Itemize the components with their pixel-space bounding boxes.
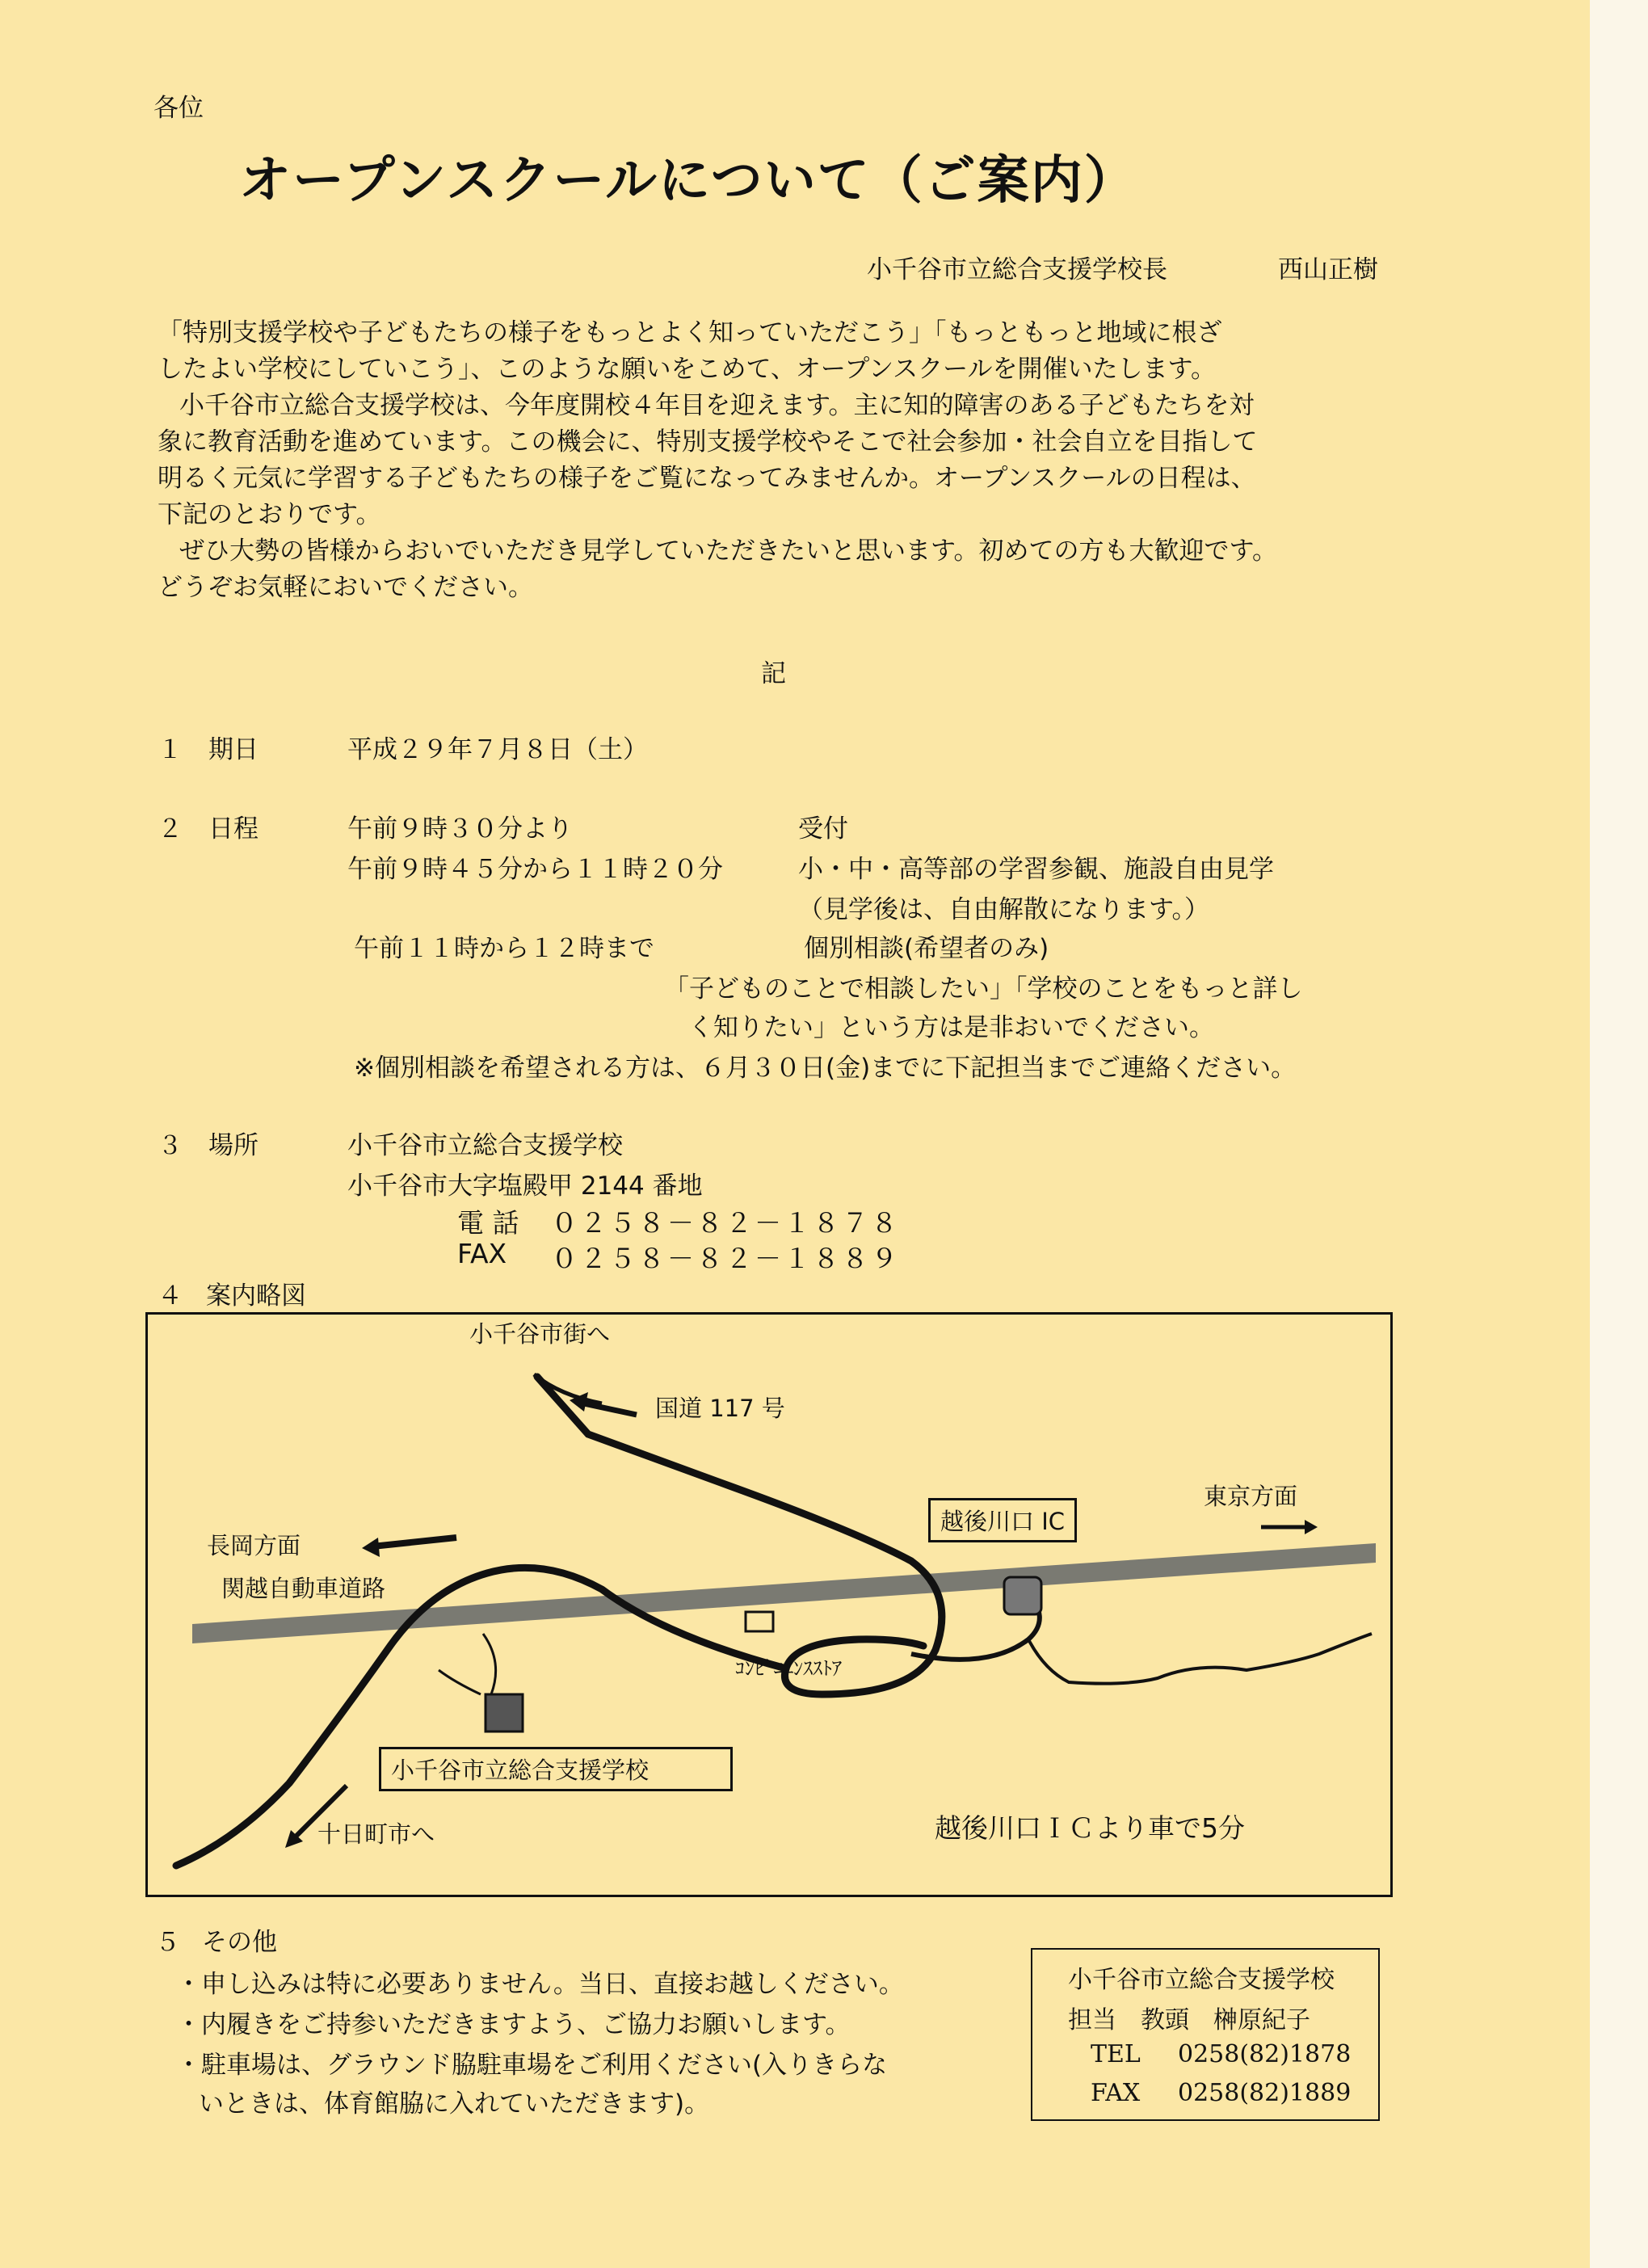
place-tel-label: 電 話 [457, 1207, 519, 1239]
intro-line-2: したよい学校にしていこう」、このような願いをこめて、オープンスクールを開催いたします。 [158, 355, 1217, 384]
ki-heading: 記 [761, 659, 786, 688]
ic-marker [1004, 1577, 1041, 1614]
page-title: オープンスクールについて（ご案内） [239, 151, 1137, 211]
conbini-marker [746, 1612, 773, 1631]
label-route-117: 国道 117 号 [655, 1395, 785, 1422]
item-2-label: 日程 [208, 814, 259, 844]
item-5-label: その他 [202, 1928, 277, 1957]
label-conbini: ｺﾝﾋﾞﾆｴﾝｽｽﾄｱ [735, 1657, 842, 1680]
other-bullet-2: ・内履きをご持参いただきますよう、ご協力お願いします。 [176, 2010, 851, 2039]
item-4-label: 案内略図 [206, 1281, 306, 1311]
place-name: 小千谷市立総合支援学校 [347, 1131, 623, 1160]
label-expressway: 関越自動車道路 [221, 1575, 386, 1602]
label-to-nagaoka: 長岡方面 [207, 1532, 301, 1559]
place-tel: ０２５８－８２－１８７８ [551, 1207, 900, 1239]
item-1-num: １ [158, 735, 183, 764]
arrow-nagaoka-head [362, 1538, 380, 1557]
arrow-route-117 [580, 1403, 637, 1415]
label-ic: 越後川口 IC [928, 1498, 1077, 1542]
contact-tel: 0258(82)1878 [1178, 2040, 1352, 2068]
other-bullet-3: ・駐車場は、グラウンド脇駐車場をご利用ください(入りきらな [176, 2051, 888, 2080]
route-117 [537, 1377, 942, 1694]
contact-box [1031, 1948, 1380, 2121]
label-access-time: 越後川口ＩＣより車で5分 [935, 1812, 1245, 1844]
intro-line-6: 下記のとおりです。 [158, 500, 381, 529]
paper-edge [1590, 0, 1648, 2268]
contact-org: 小千谷市立総合支援学校 [1068, 1966, 1335, 1994]
intro-line-3: 小千谷市立総合支援学校は、今年度開校４年目を迎えます。主に知的障害のある子どもたちを対 [179, 391, 1255, 420]
intro-line-1: 「特別支援学校や子どもたちの様子をもっとよく知っていただこう」「もっともっと地域に根ざ [158, 318, 1222, 347]
schedule-desc-2: 小・中・高等部の学習参観、施設自由見学 [798, 855, 1274, 884]
sender-name: 西山正樹 [1278, 255, 1378, 284]
schedule-time-2: 午前９時４５分から１１時２０分 [347, 855, 723, 884]
sender-org: 小千谷市立総合支援学校長 [867, 255, 1167, 284]
label-to-tokamachi: 十日町市へ [317, 1820, 435, 1848]
school-marker [486, 1694, 523, 1732]
addressee: 各位 [153, 94, 204, 123]
label-to-ojiya: 小千谷市街へ [469, 1320, 611, 1348]
item-1-label: 期日 [208, 735, 259, 764]
item-5-num: ５ [155, 1928, 180, 1957]
label-to-tokyo: 東京方面 [1204, 1483, 1298, 1510]
item-4-num: ４ [158, 1281, 183, 1311]
schedule-desc-3: 個別相談(希望者のみ) [804, 934, 1049, 963]
other-bullet-4: いときは、体育館脇に入れていただきます)。 [199, 2089, 710, 2119]
item-3-num: ３ [158, 1131, 183, 1160]
contact-fax-label: FAX [1091, 2079, 1141, 2107]
item-3-label: 場所 [208, 1131, 259, 1160]
contact-fax: 0258(82)1889 [1178, 2079, 1352, 2107]
arrow-nagaoka [372, 1538, 456, 1546]
schedule-desc-1: 受付 [798, 814, 848, 844]
place-fax: ０２５８－８２－１８８９ [551, 1243, 900, 1274]
place-address: 小千谷市大字塩殿甲 2144 番地 [347, 1172, 703, 1201]
intro-line-8: どうぞお気軽においでください。 [158, 573, 533, 602]
item-2-num: ２ [158, 814, 183, 844]
intro-line-4: 象に教育活動を進めています。この機会に、特別支援学校やそこで社会参加・社会自立を目指して [158, 427, 1258, 457]
arrow-tokyo-head [1305, 1520, 1318, 1534]
contact-person: 担当 教頭 榊原紀子 [1068, 2006, 1310, 2034]
schedule-quote-2: く知りたい」という方は是非おいでください。 [688, 1013, 1214, 1042]
schedule-time-1: 午前９時３０分より [347, 814, 573, 844]
east-road [1028, 1634, 1372, 1684]
contact-tel-label: TEL [1091, 2040, 1141, 2068]
intro-line-7: ぜひ大勢の皆様からおいでいただき見学していただきたいと思います。初めての方も大歓迎です。 [179, 536, 1278, 566]
schedule-time-3: 午前１１時から１２時まで [354, 934, 654, 963]
label-school: 小千谷市立総合支援学校 [379, 1747, 733, 1791]
guide-map [145, 1312, 1393, 1897]
event-date: 平成２９年７月８日（土） [347, 735, 648, 764]
schedule-notice: ※個別相談を希望される方は、６月３０日(金)までに下記担当までご連絡ください。 [354, 1054, 1297, 1083]
schedule-note-2: （見学後は、自由解散になります。） [798, 895, 1210, 924]
other-bullet-1: ・申し込みは特に必要ありません。当日、直接お越しください。 [176, 1970, 904, 1999]
intro-line-5: 明るく元気に学習する子どもたちの様子をご覧になってみませんか。オープンスクールの日程は、 [158, 464, 1256, 493]
schedule-quote-1: 「子どものことで相談したい」「学校のことをもっと詳し [664, 974, 1303, 1004]
place-fax-label: FAX [457, 1238, 507, 1269]
